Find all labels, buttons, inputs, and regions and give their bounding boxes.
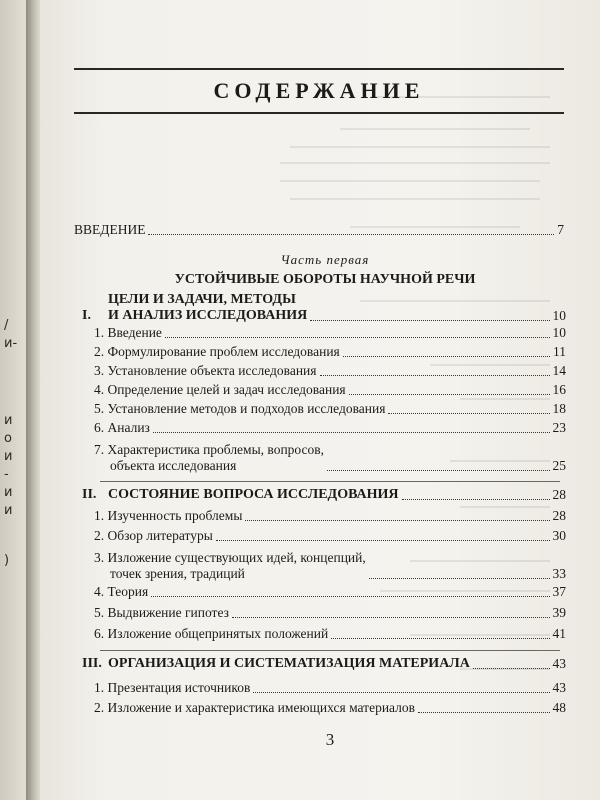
- chapter-title: ОРГАНИЗАЦИЯ И СИСТЕМАТИЗАЦИЯ МАТЕРИАЛА: [108, 656, 470, 671]
- toc-page-number: 25: [552, 458, 566, 473]
- toc-item-title: 6. Изложение общепринятых положений: [94, 626, 329, 641]
- toc-item-title: 2. Изложение и характеристика имеющихся материалов: [94, 700, 416, 715]
- leader-dots: [388, 412, 549, 414]
- toc-page-number: 10: [552, 325, 566, 340]
- top-rule: [74, 68, 564, 70]
- facing-page-fragment: и: [4, 503, 13, 518]
- toc-page-number: 18: [552, 401, 566, 416]
- section-separator: [100, 481, 560, 482]
- toc-item-title: 1. Изученность проблемы: [94, 508, 243, 523]
- toc-entry-introduction[interactable]: [74, 222, 564, 238]
- toc-item[interactable]: [94, 584, 566, 600]
- toc-item[interactable]: [94, 363, 566, 379]
- toc-page-number: 11: [553, 344, 566, 359]
- chapter-number: III.: [82, 656, 102, 671]
- heading-rule: [74, 112, 564, 114]
- leader-dots: [327, 469, 549, 471]
- toc-item-title: 2. Обзор литературы: [94, 528, 213, 543]
- toc-item-title: 4. Определение целей и задач исследования: [94, 382, 346, 397]
- toc-item[interactable]: [94, 401, 566, 417]
- toc-item[interactable]: [94, 528, 566, 544]
- chapter-number: I.: [82, 308, 91, 323]
- leader-dots: [151, 595, 549, 597]
- toc-item-title: 5. Установление методов и подходов исследования: [94, 401, 386, 416]
- toc-page-number: 14: [552, 363, 566, 378]
- toc-page-number: 28: [552, 508, 566, 523]
- toc-page-number: 37: [552, 584, 566, 599]
- toc-item-title: 3. Установление объекта исследования: [94, 363, 317, 378]
- facing-page-fragment: и: [4, 449, 13, 464]
- leader-dots: [402, 498, 550, 500]
- facing-page-fragment: о: [4, 431, 12, 446]
- leader-dots: [232, 616, 550, 618]
- leader-dots: [153, 431, 550, 433]
- page-number: 3: [325, 730, 335, 749]
- toc-item-title: 5. Выдвижение гипотез: [94, 605, 229, 620]
- toc-item[interactable]: [94, 680, 566, 696]
- book-page: [40, 0, 600, 800]
- leader-dots: [331, 637, 549, 639]
- facing-page-fragment: и-: [4, 336, 18, 351]
- toc-item-title: [94, 550, 366, 582]
- facing-page-fragment: и: [4, 413, 13, 428]
- section-separator: [100, 650, 560, 651]
- leader-dots: [216, 539, 550, 541]
- toc-item-title-line: объекта исследования: [110, 458, 237, 473]
- chapter-title-line: ЦЕЛИ И ЗАДАЧИ, МЕТОДЫ: [108, 292, 296, 307]
- chapter-number: II.: [82, 487, 97, 502]
- toc-item-title-line: точек зрения, традиций: [110, 566, 245, 581]
- toc-page-number: 23: [552, 420, 566, 435]
- toc-item-title: 2. Формулирование проблем исследования: [94, 344, 340, 359]
- toc-page-number: 43: [552, 680, 566, 695]
- part-title: УСТОЙЧИВЫЕ ОБОРОТЫ НАУЧНОЙ РЕЧИ: [174, 272, 476, 287]
- toc-item[interactable]: [94, 605, 566, 621]
- chapter-title-line: И АНАЛИЗ ИССЛЕДОВАНИЯ: [108, 308, 308, 323]
- toc-item[interactable]: [94, 420, 566, 436]
- facing-page-fragment: -: [4, 467, 9, 482]
- facing-page-fragment: и: [4, 485, 13, 500]
- toc-item-title: 1. Презентация источников: [94, 680, 251, 695]
- toc-page-number: 30: [552, 528, 566, 543]
- toc-item-title: 1. Введение: [94, 325, 162, 340]
- toc-item[interactable]: [94, 325, 566, 341]
- toc-page-number: 33: [552, 566, 566, 581]
- toc-item[interactable]: [94, 626, 566, 642]
- facing-page-edge: [0, 0, 28, 800]
- toc-item[interactable]: [94, 382, 566, 398]
- leader-dots: [310, 319, 549, 321]
- contents-heading: СОДЕРЖАНИЕ: [213, 78, 425, 103]
- toc-item-title-line: 7. Характеристика проблемы, вопросов,: [94, 442, 325, 457]
- toc-item[interactable]: [94, 440, 566, 474]
- toc-entry-title: ВВЕДЕНИЕ: [74, 222, 146, 237]
- leader-dots: [473, 667, 550, 669]
- leader-dots: [245, 519, 549, 521]
- facing-page-fragment: /: [4, 318, 9, 333]
- toc-page-number: 10: [552, 308, 566, 323]
- toc-page-number: 16: [552, 382, 566, 397]
- toc-page-number: 48: [552, 700, 566, 715]
- toc-item-title-line: 3. Изложение существующих идей, концепций,: [94, 550, 366, 565]
- toc-chapter-2[interactable]: [82, 487, 566, 503]
- toc-item[interactable]: [94, 548, 566, 582]
- toc-item-title: [94, 442, 324, 474]
- toc-page-number: 43: [552, 656, 566, 671]
- toc-item[interactable]: [94, 508, 566, 524]
- toc-item-title: 4. Теория: [94, 584, 149, 599]
- leader-dots: [349, 393, 550, 395]
- facing-page-fragment: ): [4, 553, 10, 568]
- leader-dots: [369, 577, 550, 579]
- chapter-title: СОСТОЯНИЕ ВОПРОСА ИССЛЕДОВАНИЯ: [108, 487, 399, 502]
- leader-dots: [418, 711, 549, 713]
- toc-item[interactable]: [94, 344, 566, 360]
- leader-dots: [343, 355, 550, 357]
- toc-item[interactable]: [94, 700, 566, 716]
- toc-chapter-1[interactable]: [82, 290, 566, 324]
- toc-page-number: 7: [557, 222, 564, 237]
- leader-dots: [320, 374, 550, 376]
- toc-page-number: 41: [552, 626, 566, 641]
- toc-page-number: 39: [552, 605, 566, 620]
- toc-chapter-3[interactable]: [82, 656, 566, 672]
- leader-dots: [165, 336, 550, 338]
- part-subtitle: Часть первая: [280, 252, 370, 267]
- leader-dots: [253, 691, 549, 693]
- toc-item-title: 6. Анализ: [94, 420, 150, 435]
- leader-dots: [148, 233, 554, 235]
- toc-page-number: 28: [552, 487, 566, 502]
- chapter-title: [108, 292, 307, 324]
